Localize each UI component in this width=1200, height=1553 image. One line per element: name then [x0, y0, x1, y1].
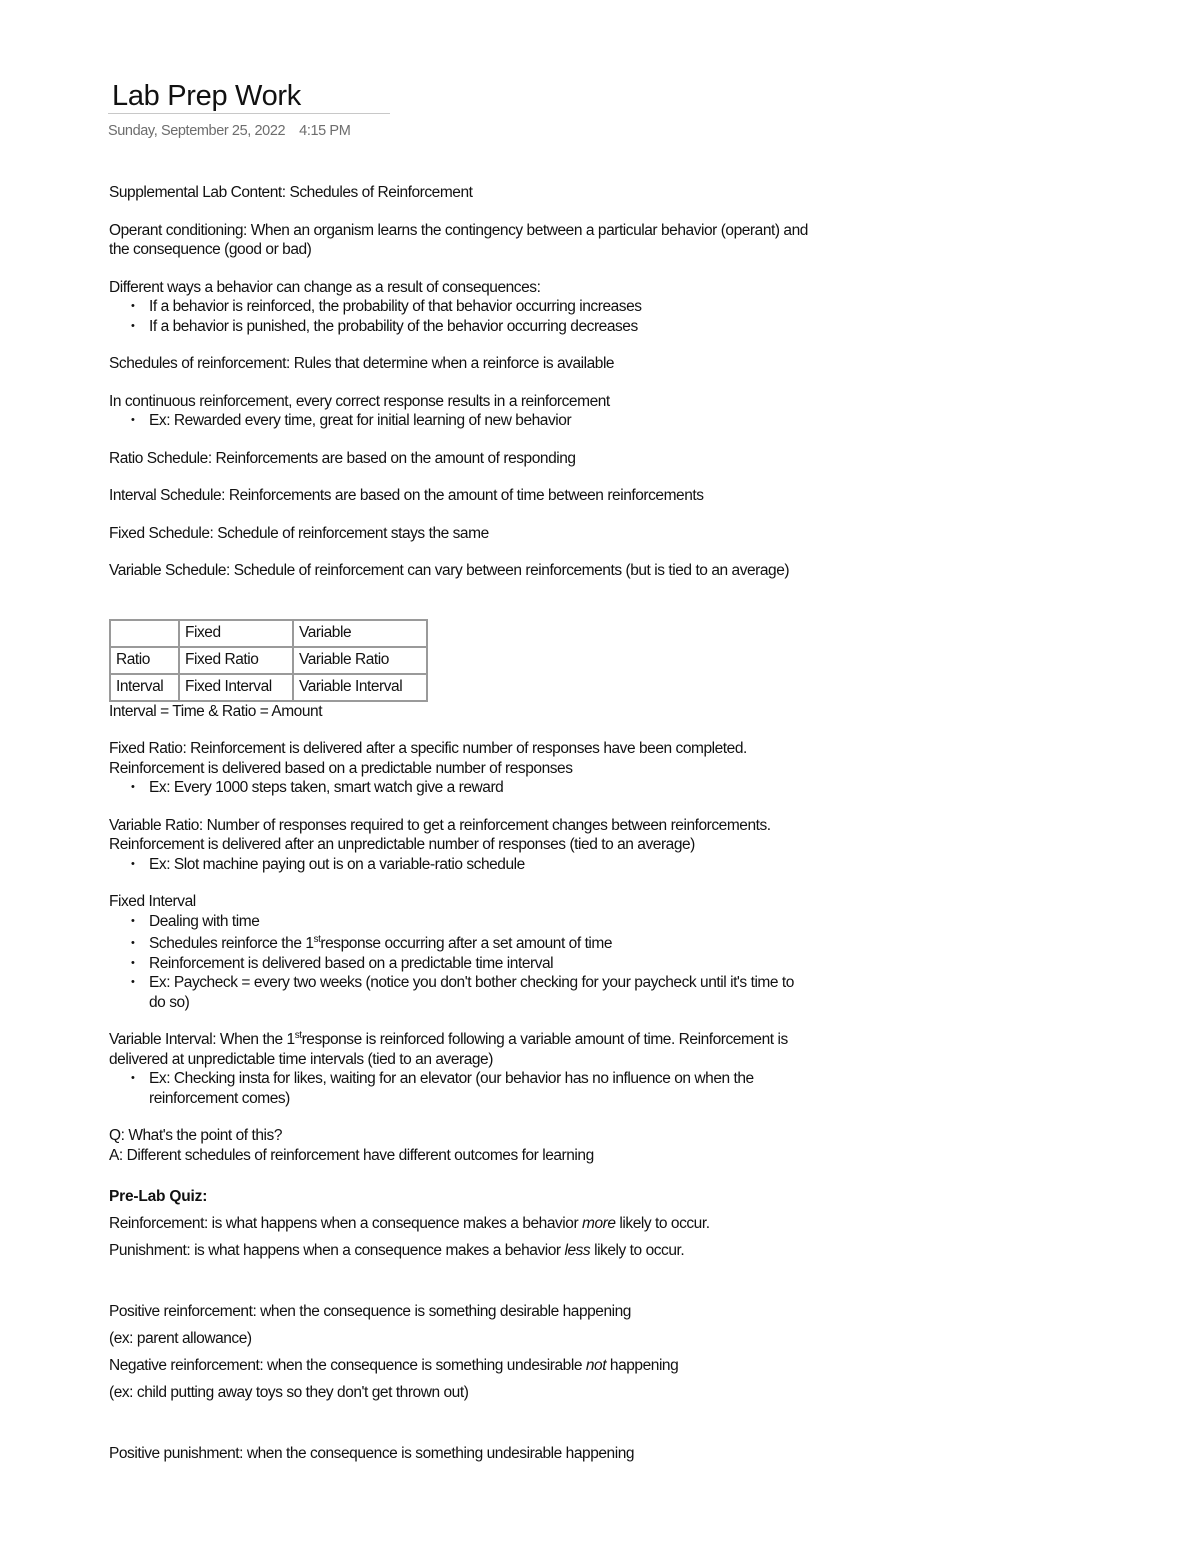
fixed-ratio-list — [109, 778, 809, 798]
quiz-negative-reinforcement — [109, 1352, 809, 1379]
interval-schedule: Interval Schedule: Reinforcements are based on the amount of time between reinforcements — [109, 487, 704, 504]
operant-definition: Operant conditioning: When an organism learns the contingency between a particular behavior (operant) and the consequence (good or bad) — [109, 221, 808, 258]
fixed-interval: Fixed Interval — [109, 893, 196, 910]
list-item: • Dealing with time — [149, 912, 809, 932]
text-fragment: likely to occur. — [615, 1215, 710, 1232]
text-fragment: Negative reinforcement: when the consequence is something undesirable — [109, 1357, 586, 1374]
variable-ratio-list — [109, 855, 809, 875]
table-row — [110, 620, 427, 647]
answer: A: Different schedules of reinforcement have different outcomes for learning — [109, 1146, 594, 1164]
table-cell: Variable Ratio — [293, 647, 427, 674]
variable-interval — [109, 1030, 809, 1069]
section-heading: Supplemental Lab Content: Schedules of Reinforcement — [109, 184, 473, 201]
variable-schedule: Variable Schedule: Schedule of reinforcement can vary between reinforcements (but is tied to an average) — [109, 562, 790, 579]
quiz-positive-reinforcement-example: (ex: parent allowance) — [109, 1330, 252, 1347]
list-item: • Ex: Every 1000 steps taken, smart watch give a reward — [149, 778, 809, 798]
superscript: st — [294, 1030, 302, 1041]
text-fragment: likely to occur. — [590, 1242, 685, 1259]
schedules-definition: Schedules of reinforcement: Rules that determine when a reinforce is available — [109, 355, 615, 372]
quiz-heading: Pre-Lab Quiz: — [109, 1188, 208, 1205]
table-note: Interval = Time & Ratio = Amount — [109, 702, 323, 720]
list-item: • Ex: Checking insta for likes, waiting for an elevator (our behavior has no influence on when the reinforcement comes) — [149, 1069, 809, 1108]
table-cell — [110, 620, 179, 647]
emphasis: more — [582, 1215, 616, 1232]
emphasis: not — [585, 1357, 607, 1374]
continuous-reinforcement: In continuous reinforcement, every correct response results in a reinforcement — [109, 392, 610, 410]
text-fragment: response is reinforced following a variable amount of time. Reinforcement is delivered at unpredictable time intervals (tied to an average) — [109, 1031, 788, 1068]
text-fragment: happening — [606, 1357, 679, 1374]
table-cell: Fixed — [179, 620, 293, 647]
table-cell: Interval — [110, 674, 179, 701]
text-fragment: Schedules reinforce the 1 — [149, 935, 314, 952]
text-fragment: response occurring after a set amount of time — [320, 935, 613, 952]
continuous-list — [109, 411, 809, 431]
table-cell: Fixed Interval — [179, 674, 293, 701]
list-item: • If a behavior is punished, the probability of the behavior occurring decreases — [149, 317, 809, 337]
table-row — [110, 674, 427, 701]
quiz-negative-reinforcement-example: (ex: child putting away toys so they don't get thrown out) — [109, 1384, 469, 1401]
table-cell: Fixed Ratio — [179, 647, 293, 674]
fixed-ratio: Fixed Ratio: Reinforcement is delivered after a specific number of responses have been completed. Reinforcement is delivered based on a predictable number of responses — [109, 740, 747, 777]
ways-intro: Different ways a behavior can change as a result of consequences: — [109, 278, 541, 296]
date-text: Sunday, September 25, 2022 — [108, 123, 286, 139]
page-title: Lab Prep Work — [112, 80, 301, 112]
fixed-schedule: Fixed Schedule: Schedule of reinforcement stays the same — [109, 524, 489, 542]
quiz-punishment — [109, 1237, 809, 1264]
ways-list — [109, 297, 809, 336]
quiz-positive-reinforcement: Positive reinforcement: when the consequence is something desirable happening — [109, 1303, 631, 1320]
list-item: • If a behavior is reinforced, the probability of that behavior occurring increases — [149, 297, 809, 317]
quiz-reinforcement — [109, 1210, 809, 1237]
list-item — [149, 934, 809, 954]
table-row — [110, 647, 427, 674]
table-cell: Ratio — [110, 647, 179, 674]
title-rule — [108, 113, 390, 114]
list-item: • Ex: Rewarded every time, great for initial learning of new behavior — [149, 411, 809, 431]
text-fragment: Punishment: is what happens when a consequence makes a behavior — [109, 1242, 565, 1259]
text-fragment: Reinforcement: is what happens when a consequence makes a behavior — [109, 1215, 583, 1232]
schedule-table — [109, 619, 428, 702]
ratio-schedule: Ratio Schedule: Reinforcements are based on the amount of responding — [109, 449, 576, 467]
emphasis: less — [564, 1242, 591, 1259]
list-item: • Ex: Slot machine paying out is on a variable-ratio schedule — [149, 855, 809, 875]
time-text: 4:15 PM — [299, 123, 351, 139]
page-date — [108, 123, 350, 139]
variable-ratio: Variable Ratio: Number of responses required to get a reinforcement changes between reinforcements. Reinforcement is delivered after an unpredictable number of responses (tied to an average) — [109, 816, 771, 853]
text-fragment: Variable Interval: When the 1 — [109, 1031, 295, 1048]
table-cell: Variable — [293, 620, 427, 647]
table-cell: Variable Interval — [293, 674, 427, 701]
list-item: • Ex: Paycheck = every two weeks (notice you don't bother checking for your paycheck until it's time to do so) — [149, 973, 809, 1012]
quiz-positive-punishment: Positive punishment: when the consequence is something undesirable happening — [109, 1445, 635, 1462]
question: Q: What's the point of this? — [109, 1127, 283, 1144]
list-item: • Reinforcement is delivered based on a predictable time interval — [149, 954, 809, 974]
fixed-interval-list — [109, 912, 809, 1013]
variable-interval-list — [109, 1069, 809, 1108]
note-content — [109, 183, 809, 1467]
superscript: st — [313, 934, 321, 945]
